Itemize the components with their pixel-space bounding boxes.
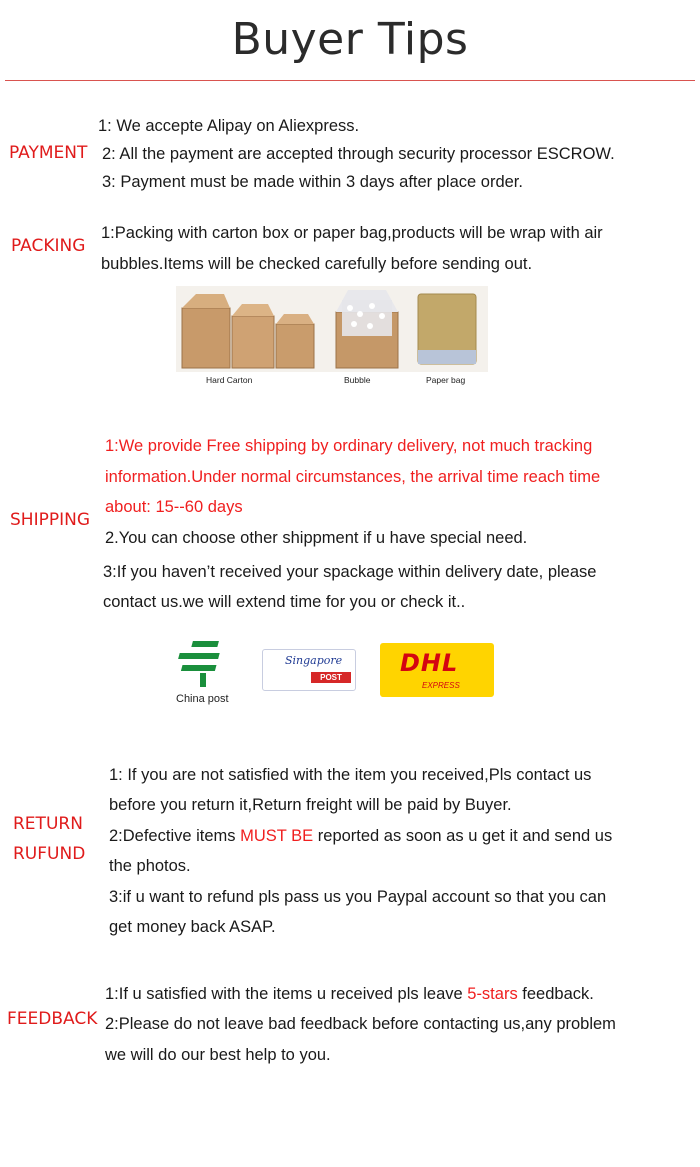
feedback-line-1 bbox=[105, 979, 594, 1010]
payment-line-1: 1: We accepte Alipay on Aliexpress. bbox=[98, 117, 360, 135]
caption-paper-bag: Paper bag bbox=[426, 375, 466, 385]
singapore-post-badge: POST bbox=[311, 672, 351, 683]
packing-line-1: 1:Packing with carton box or paper bag,products will be wrap with air bbox=[101, 224, 603, 242]
feedback-line-2: 2:Please do not leave bad feedback before contacting us,any problem bbox=[105, 1015, 616, 1033]
return-line-6: get money back ASAP. bbox=[109, 918, 276, 936]
singapore-post-logo bbox=[262, 649, 356, 691]
packing-materials-image bbox=[176, 286, 488, 386]
return-line-1: 1: If you are not satisfied with the item you received,Pls contact us bbox=[109, 766, 592, 784]
paper-bag-icon bbox=[418, 294, 476, 364]
return-line-3 bbox=[109, 821, 612, 852]
dhl-express-text: EXPRESS bbox=[422, 681, 460, 690]
shipping-line-3: about: 15--60 days bbox=[105, 498, 243, 516]
must-be-highlight: MUST BE bbox=[240, 827, 314, 845]
return-line-5: 3:if u want to refund pls pass us you Paypal account so that you can bbox=[109, 888, 607, 906]
china-post-logo bbox=[166, 635, 246, 715]
china-post-icon bbox=[176, 637, 236, 687]
payment-label: PAYMENT bbox=[9, 143, 88, 163]
five-stars-highlight: 5-stars bbox=[467, 985, 518, 1003]
page-title: Buyer Tips bbox=[231, 14, 469, 65]
shipping-line-4: 2.You can choose other shippment if u have special need. bbox=[105, 529, 528, 547]
carrier-logos-image bbox=[162, 633, 500, 719]
feedback-label: FEEDBACK bbox=[7, 1009, 98, 1029]
return-line-3-prefix: 2:Defective items bbox=[109, 827, 241, 845]
packing-line-2: bubbles.Items will be checked carefully before sending out. bbox=[101, 255, 533, 273]
payment-line-3: 3: Payment must be made within 3 days after place order. bbox=[102, 173, 523, 191]
return-line-4: the photos. bbox=[109, 857, 191, 875]
singapore-text: Singapore bbox=[285, 654, 343, 667]
shipping-line-2: information.Under normal circumstances, the arrival time reach time bbox=[105, 468, 601, 486]
dhl-text: DHL bbox=[400, 649, 459, 677]
china-post-text: China post bbox=[176, 693, 229, 705]
feedback-line-1-suffix: feedback. bbox=[517, 985, 594, 1003]
dhl-logo bbox=[380, 643, 494, 697]
shipping-line-1: 1:We provide Free shipping by ordinary delivery, not much tracking bbox=[105, 437, 593, 455]
shipping-line-6: contact us.we will extend time for you or check it.. bbox=[103, 593, 466, 611]
feedback-line-3: we will do our best help to you. bbox=[105, 1046, 331, 1064]
shipping-label: SHIPPING bbox=[10, 510, 90, 530]
title-divider bbox=[5, 80, 695, 81]
bubble-wrap-icon bbox=[336, 290, 398, 368]
shipping-line-5: 3:If you haven’t received your spackage within delivery date, please bbox=[103, 563, 597, 581]
refund-label: RUFUND bbox=[13, 844, 86, 864]
caption-bubble: Bubble bbox=[344, 375, 371, 385]
feedback-line-1-prefix: 1:If u satisfied with the items u received pls leave bbox=[105, 985, 468, 1003]
caption-hard-carton: Hard Carton bbox=[206, 375, 253, 385]
return-label: RETURN bbox=[13, 814, 83, 834]
payment-line-2: 2: All the payment are accepted through security processor ESCROW. bbox=[102, 145, 615, 163]
return-line-3-suffix: reported as soon as u get it and send us bbox=[313, 827, 613, 845]
return-line-2: before you return it,Return freight will be paid by Buyer. bbox=[109, 796, 512, 814]
packing-label: PACKING bbox=[11, 236, 86, 256]
packing-boxes-illustration bbox=[176, 286, 488, 386]
